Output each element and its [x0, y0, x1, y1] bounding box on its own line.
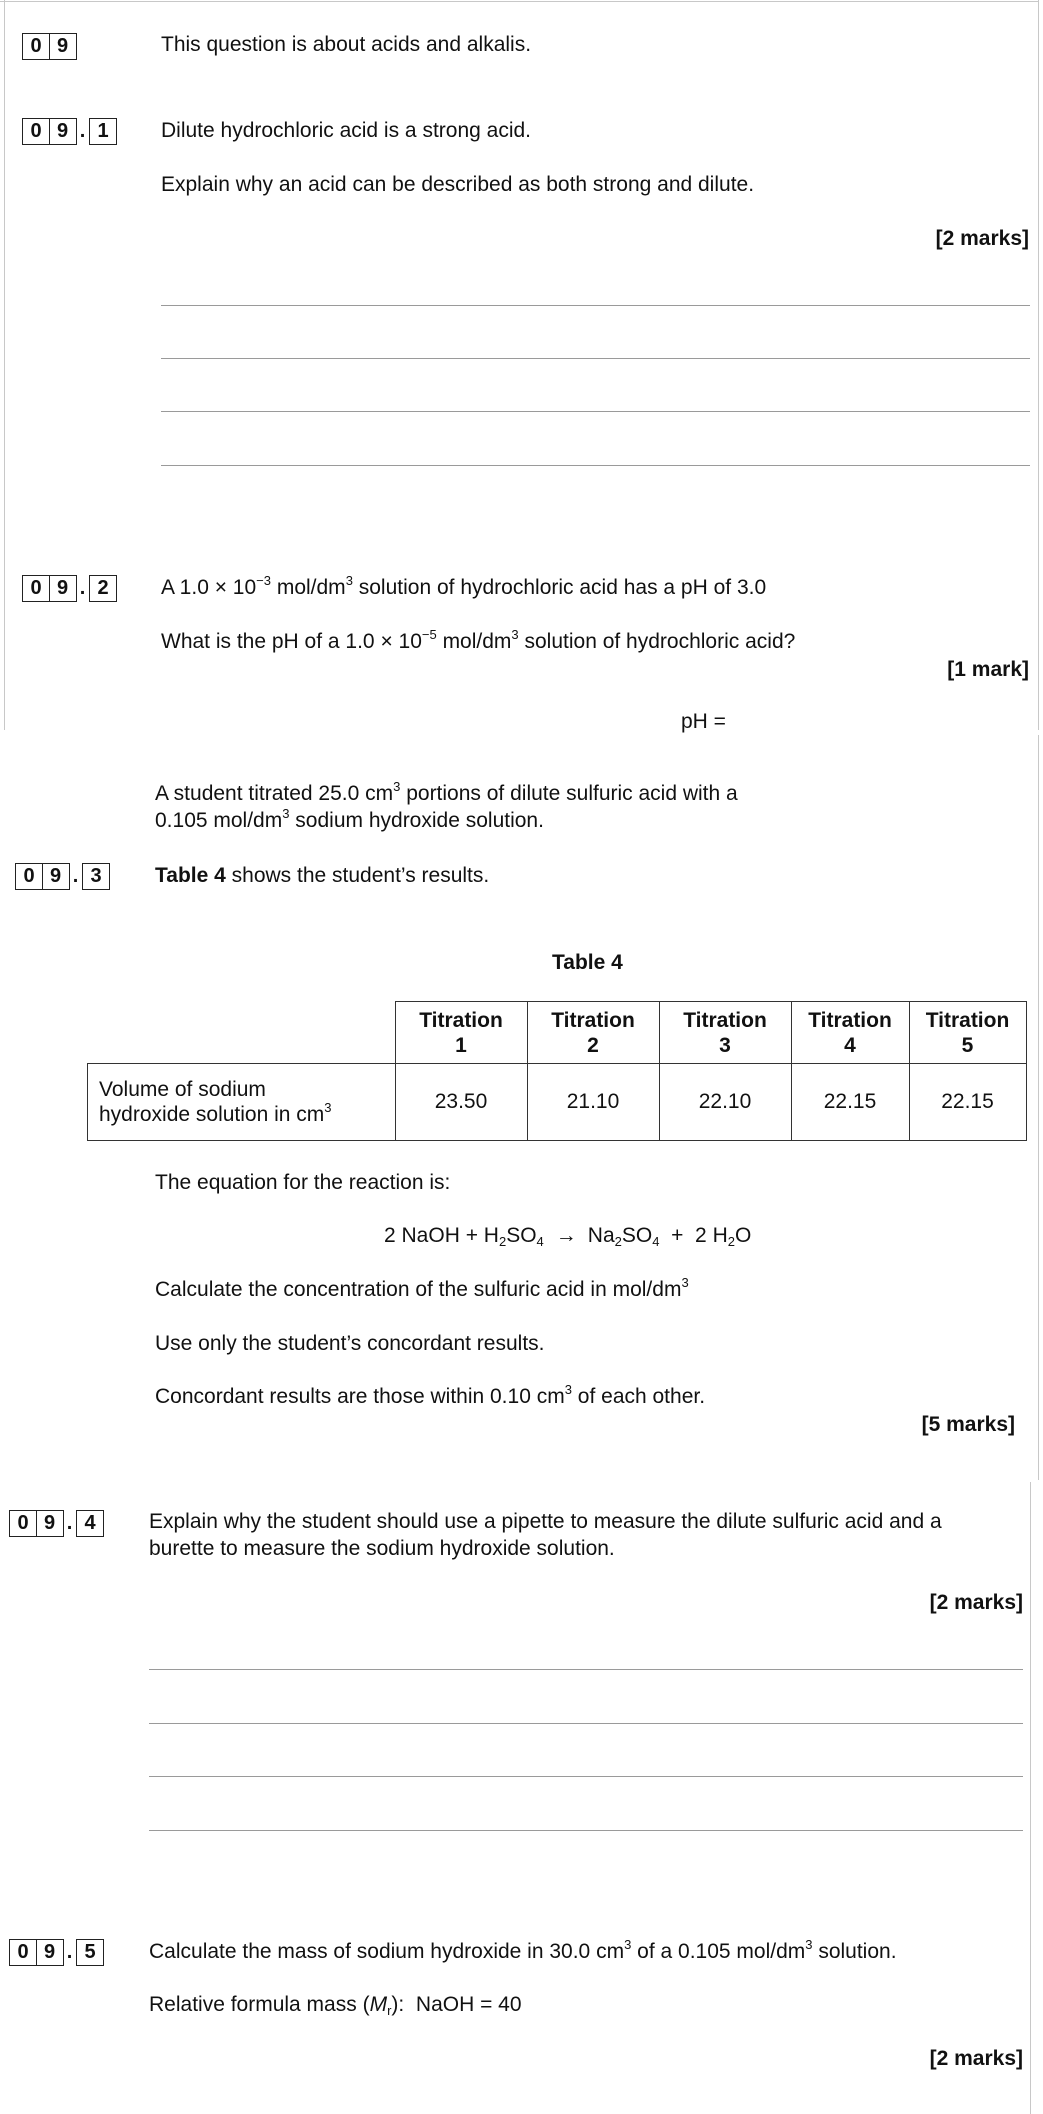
text: of a 0.105 mol/dm	[631, 1940, 806, 1963]
eq-part: O	[734, 1224, 752, 1247]
qnum-dot: .	[66, 1941, 73, 1963]
subscript: 4	[536, 1234, 544, 1249]
results-table	[87, 1001, 1027, 1141]
q093-marks: [5 marks]	[921, 1413, 1015, 1436]
q091-statement: Dilute hydrochloric acid is a strong acid.	[161, 119, 532, 142]
superscript: 3	[345, 573, 353, 588]
text: Calculate the mass of sodium hydroxide in 30.0 cm	[149, 1940, 625, 1963]
table-row-label	[88, 1064, 396, 1141]
question-number-09-1	[22, 117, 116, 146]
table-corner	[88, 1002, 396, 1064]
q094-line1: Explain why the student should use a pipette to measure the dilute sulfuric acid and a	[149, 1510, 942, 1533]
qnum-digit: 0	[22, 575, 50, 602]
table-cell-value: 22.15	[909, 1064, 1026, 1141]
superscript: 3	[564, 1382, 572, 1397]
text: Calculate the concentration of the sulfuric acid in mol/dm	[155, 1278, 682, 1301]
eq-part: SO	[621, 1224, 653, 1247]
text: ): NaOH = 40	[391, 1993, 522, 2016]
question-number-09-4	[9, 1509, 103, 1538]
qnum-digit: 3	[82, 863, 110, 890]
header-word: Titration	[419, 1008, 503, 1032]
question-number-09	[22, 32, 75, 61]
table-cell-value: 22.10	[659, 1064, 791, 1141]
eq-part: Na	[587, 1224, 615, 1247]
italic-symbol: M	[369, 1993, 388, 2016]
text: A 1.0 × 10	[161, 576, 257, 599]
superscript: 3	[282, 806, 290, 821]
text: sodium hydroxide solution.	[289, 809, 544, 832]
question-number-09-3	[15, 862, 109, 891]
text: solution of hydrochloric acid has a pH of 3.0	[352, 576, 767, 599]
table-header-cell	[527, 1002, 659, 1064]
table-row	[88, 1064, 1027, 1141]
text: of each other.	[571, 1385, 706, 1408]
text: solution.	[812, 1940, 897, 1963]
relative-formula-mass	[149, 1993, 522, 2017]
answer-line[interactable]	[149, 1669, 1023, 1670]
header-number: 4	[844, 1033, 856, 1057]
superscript: 3	[511, 627, 519, 642]
row-label-line1: Volume of sodium	[99, 1078, 266, 1101]
page-border-right-3	[1030, 1482, 1031, 2114]
calculate-instruction	[155, 1275, 689, 1302]
qnum-digit: 0	[9, 1510, 37, 1537]
qnum-dot: .	[72, 865, 79, 887]
header-word: Titration	[683, 1008, 767, 1032]
row-label-line2: hydroxide solution in cm	[99, 1103, 325, 1126]
q095-line1	[149, 1937, 897, 1964]
eq-part: SO	[506, 1224, 537, 1247]
question-number-09-2	[22, 574, 116, 603]
table-reference-bold: Table 4	[155, 864, 226, 887]
qnum-digit: 0	[22, 118, 50, 145]
text: Concordant results are those within 0.10 cm	[155, 1385, 565, 1408]
page-border-right	[1038, 0, 1039, 730]
answer-line[interactable]	[149, 1723, 1023, 1724]
concordant-use: Use only the student’s concordant results.	[155, 1332, 545, 1355]
superscript: −3	[256, 573, 271, 588]
text: What is the pH of a 1.0 × 10	[161, 630, 422, 653]
chemical-equation	[384, 1224, 751, 1248]
qnum-digit: 9	[36, 1939, 64, 1966]
qnum-digit: 9	[49, 575, 77, 602]
titration-intro-line2	[155, 806, 544, 833]
table-cell-value: 23.50	[395, 1064, 527, 1141]
subscript: 2	[498, 1234, 507, 1249]
superscript: 3	[393, 779, 401, 794]
q091-question: Explain why an acid can be described as both strong and dilute.	[161, 173, 755, 196]
qnum-digit: 1	[89, 118, 117, 145]
table-cell-value: 22.15	[791, 1064, 909, 1141]
answer-line[interactable]	[149, 1830, 1023, 1831]
eq-part: 2 NaOH + H	[384, 1224, 499, 1247]
answer-line[interactable]	[149, 1776, 1023, 1777]
q093-table-reference	[155, 864, 489, 888]
table-header-cell	[395, 1002, 527, 1064]
answer-line[interactable]	[161, 358, 1030, 359]
answer-line[interactable]	[161, 411, 1030, 412]
ph-answer-label: pH =	[681, 710, 726, 733]
qnum-digit: 9	[49, 118, 77, 145]
subscript: 2	[614, 1234, 622, 1249]
qnum-dot: .	[66, 1512, 73, 1534]
superscript: −5	[421, 627, 437, 642]
q09-intro: This question is about acids and alkalis.	[161, 33, 532, 56]
text: mol/dm	[271, 576, 346, 599]
superscript: 3	[624, 1937, 632, 1952]
qnum-dot: .	[79, 577, 86, 599]
question-number-09-5	[9, 1938, 103, 1967]
text: portions of dilute sulfuric acid with a	[400, 782, 738, 805]
table-title: Table 4	[552, 951, 623, 974]
text: solution of hydrochloric acid?	[518, 630, 796, 653]
table-header-cell	[659, 1002, 791, 1064]
answer-line[interactable]	[161, 465, 1030, 466]
q092-marks: [1 mark]	[947, 658, 1029, 681]
page-border-right-2	[1038, 735, 1039, 1480]
table-header-row	[88, 1002, 1027, 1064]
page-border-left	[4, 0, 5, 730]
header-word: Titration	[925, 1008, 1010, 1032]
titration-intro-line1	[155, 779, 738, 806]
header-number: 2	[587, 1033, 599, 1057]
concordant-definition	[155, 1382, 706, 1409]
qnum-digit: 9	[42, 863, 70, 890]
text: shows the student’s results.	[225, 864, 490, 887]
qnum-digit: 0	[22, 33, 50, 60]
superscript: 3	[805, 1937, 813, 1952]
header-number: 1	[455, 1033, 467, 1057]
answer-line[interactable]	[161, 305, 1030, 306]
header-word: Titration	[551, 1008, 635, 1032]
superscript: 3	[681, 1275, 689, 1290]
page-border-top	[0, 1, 1038, 2]
text: A student titrated 25.0 cm	[155, 782, 394, 805]
q091-marks: [2 marks]	[935, 227, 1029, 250]
qnum-digit: 9	[36, 1510, 64, 1537]
qnum-digit: 2	[89, 575, 117, 602]
subscript: 2	[727, 1234, 735, 1249]
qnum-digit: 0	[15, 863, 43, 890]
table-cell-value: 21.10	[527, 1064, 659, 1141]
qnum-digit: 5	[76, 1939, 104, 1966]
header-word: Titration	[808, 1008, 892, 1032]
arrow-icon: →	[555, 1224, 577, 1247]
equation-intro: The equation for the reaction is:	[155, 1171, 451, 1194]
q094-line2: burette to measure the sodium hydroxide solution.	[149, 1537, 615, 1560]
table-header-cell	[791, 1002, 909, 1064]
qnum-digit: 4	[76, 1510, 104, 1537]
qnum-digit: 9	[49, 33, 77, 60]
text: mol/dm	[436, 630, 512, 653]
subscript: r	[387, 2003, 392, 2018]
text: 0.105 mol/dm	[155, 809, 283, 832]
subscript: 4	[652, 1234, 660, 1249]
text: Relative formula mass (	[149, 1993, 370, 2016]
header-number: 5	[961, 1033, 974, 1057]
eq-part: + 2 H	[659, 1224, 728, 1247]
table-header-cell	[909, 1002, 1026, 1064]
q094-marks: [2 marks]	[929, 1591, 1023, 1614]
q092-line2	[161, 627, 796, 654]
qnum-dot: .	[79, 120, 86, 142]
superscript: 3	[324, 1100, 332, 1115]
q092-line1	[161, 573, 767, 600]
q095-marks: [2 marks]	[929, 2047, 1023, 2070]
qnum-digit: 0	[9, 1939, 37, 1966]
header-number: 3	[719, 1033, 731, 1057]
